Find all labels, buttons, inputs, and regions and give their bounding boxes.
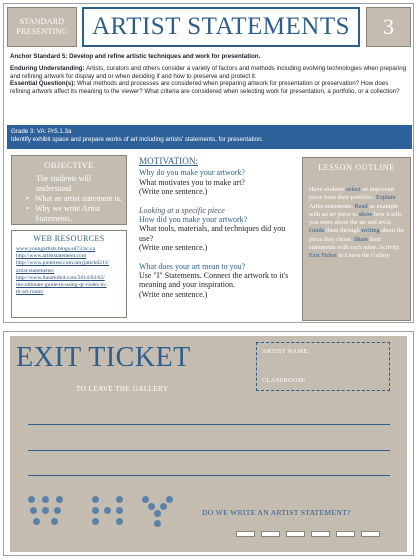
enduring-understanding-label: Enduring Understanding:: [10, 64, 85, 72]
resource-link[interactable]: http://www.pinterest.com/amyjatick0211/: [16, 260, 109, 267]
lesson-number: 3: [366, 7, 411, 47]
name-class-box[interactable]: [256, 342, 390, 391]
lesson-outline-text: [303, 172, 410, 261]
essential-question-text: What methods and processes are considered when preparing artwork for presentation or preservation? How does refining artwork affect its meaning to the viewer? What criteria are considered when selecting work for presentation, a portfolio, or a collection?: [10, 80, 400, 96]
exit-ticket-subtitle: TO LEAVE THE GALLERY: [76, 385, 169, 393]
outline-keyword: Share: [353, 235, 369, 243]
outline-text: to Leave the Gallery: [336, 252, 390, 260]
resource-link[interactable]: th-art-room/: [16, 289, 44, 296]
resource-link[interactable]: www.youngartists.blogs.sd73.bc.ca: [16, 246, 96, 252]
outline-keyword: writing: [361, 227, 380, 235]
motivation-question-3: What does your art mean to you?: [139, 261, 246, 271]
outline-text: Artist statements.: [309, 202, 354, 210]
motivation-instruction-1: (Write one sentence.): [139, 187, 208, 197]
answer-boxes: [236, 531, 386, 539]
writing-line[interactable]: [28, 424, 390, 425]
web-resources-heading: WEB RESOURCES: [33, 234, 105, 243]
motivation-heading: MOTIVATION:: [139, 156, 199, 166]
exit-ticket-title: EXIT TICKET: [16, 342, 191, 373]
standards-block: [10, 53, 410, 96]
lesson-outline-heading: LESSON OUTLINE: [318, 163, 395, 172]
outline-keyword: Guide: [309, 227, 325, 235]
objective-list: [12, 194, 126, 224]
outline-keyword: show: [358, 210, 373, 218]
motivation-instruction-3: (Write one sentence.): [139, 289, 208, 299]
anchor-standard-label: Anchor Standard 5:: [10, 53, 68, 60]
answer-box[interactable]: [236, 531, 255, 537]
resource-link[interactable]: the-ultimate-guide-to-using-qr-codes-in-: [16, 282, 107, 289]
objective-intro: The students will understand: [36, 174, 92, 193]
lesson-outline-box: [302, 157, 411, 321]
motivation-question-1: Why do you make your artwork?: [139, 168, 245, 178]
motivation-look-note: Looking at a specific piece: [139, 205, 225, 215]
writing-line[interactable]: [28, 475, 390, 476]
grade-standard-band: [7, 125, 412, 149]
page-title: ARTIST STATEMENTS: [82, 7, 360, 47]
objective-item: • What an artist statement is.: [28, 194, 126, 204]
outline-keyword: Exit Ticket: [309, 252, 337, 260]
outline-keyword: Read: [354, 202, 368, 210]
outline-keyword: Explain: [375, 194, 396, 202]
essential-question-label: Essential Question(s):: [10, 80, 76, 88]
outline-text: an example with an art piece to: [309, 202, 399, 218]
objective-box: [11, 155, 127, 225]
resource-link[interactable]: http://www.theartofed.com/2014/04/02/: [16, 274, 105, 281]
outline-text: Activity:: [378, 244, 401, 252]
objective-item: • Why we write Artist Statements.: [28, 204, 126, 224]
resource-link[interactable]: http://www.artiststatement.com: [16, 253, 87, 260]
outline-text: their statements with each other.: [309, 235, 382, 252]
answer-box[interactable]: [261, 531, 280, 537]
answer-box[interactable]: [311, 531, 330, 537]
standard-label: STANDARD: [19, 17, 65, 26]
outline-text: an important piece from their portfolio.: [309, 186, 394, 202]
outline-text: how it tells you more about the art and artist.: [309, 210, 402, 227]
outline-text: Have students: [309, 186, 347, 193]
motivation-section: [139, 157, 297, 299]
resource-link[interactable]: artist-statements/: [16, 267, 55, 274]
artist-name-label: ARTIST NAME:: [262, 348, 310, 355]
motivation-question-2: How did you make your artwork?: [139, 215, 248, 225]
objective-heading: OBJECTIVE: [44, 160, 94, 170]
answer-box[interactable]: [286, 531, 305, 537]
anchor-standard-text: Develop and refine artistic techniques and work for presentation.: [67, 53, 261, 60]
lesson-sheet: [3, 3, 414, 323]
motivation-instruction-2: (Write one sentence.): [139, 243, 208, 253]
presenting-label: PRESENTING: [16, 27, 68, 36]
motivation-prompt-1: What motivates you to make art?: [139, 177, 245, 187]
standard-badge: [7, 7, 77, 47]
enduring-understanding-text: Artists, curators and others consider a variety of factors and methods including evolving technologies when preparing and refining artwork for display and or when deciding if and how to preserve and protect it.: [10, 64, 407, 80]
web-resources-box: [11, 230, 127, 318]
motivation-prompt-2: What tools, materials, and techniques did you use?: [139, 224, 286, 243]
outline-keyword: select: [346, 186, 361, 193]
motivation-prompt-3: Use "I" Statements. Connect the artwork to it's meaning and your inspiration.: [139, 271, 289, 290]
web-resources-list: [12, 246, 126, 296]
outline-text: about the piece they chose.: [309, 227, 405, 243]
grade-description: Identify exhibit space and prepare works of art including artists' statements, for presentation.: [11, 136, 264, 143]
exit-ticket: [3, 331, 414, 556]
why-question: DO WE WRITE AN ARTIST STATEMENT?: [202, 508, 351, 517]
classroom-label: CLASSROOM:: [262, 377, 306, 384]
grade-code: Grade 3: VA: Pr5.1.3a: [11, 128, 72, 135]
answer-box[interactable]: [336, 531, 355, 537]
writing-line[interactable]: [28, 450, 390, 451]
answer-box[interactable]: [361, 531, 380, 537]
outline-text: them through: [324, 227, 362, 235]
